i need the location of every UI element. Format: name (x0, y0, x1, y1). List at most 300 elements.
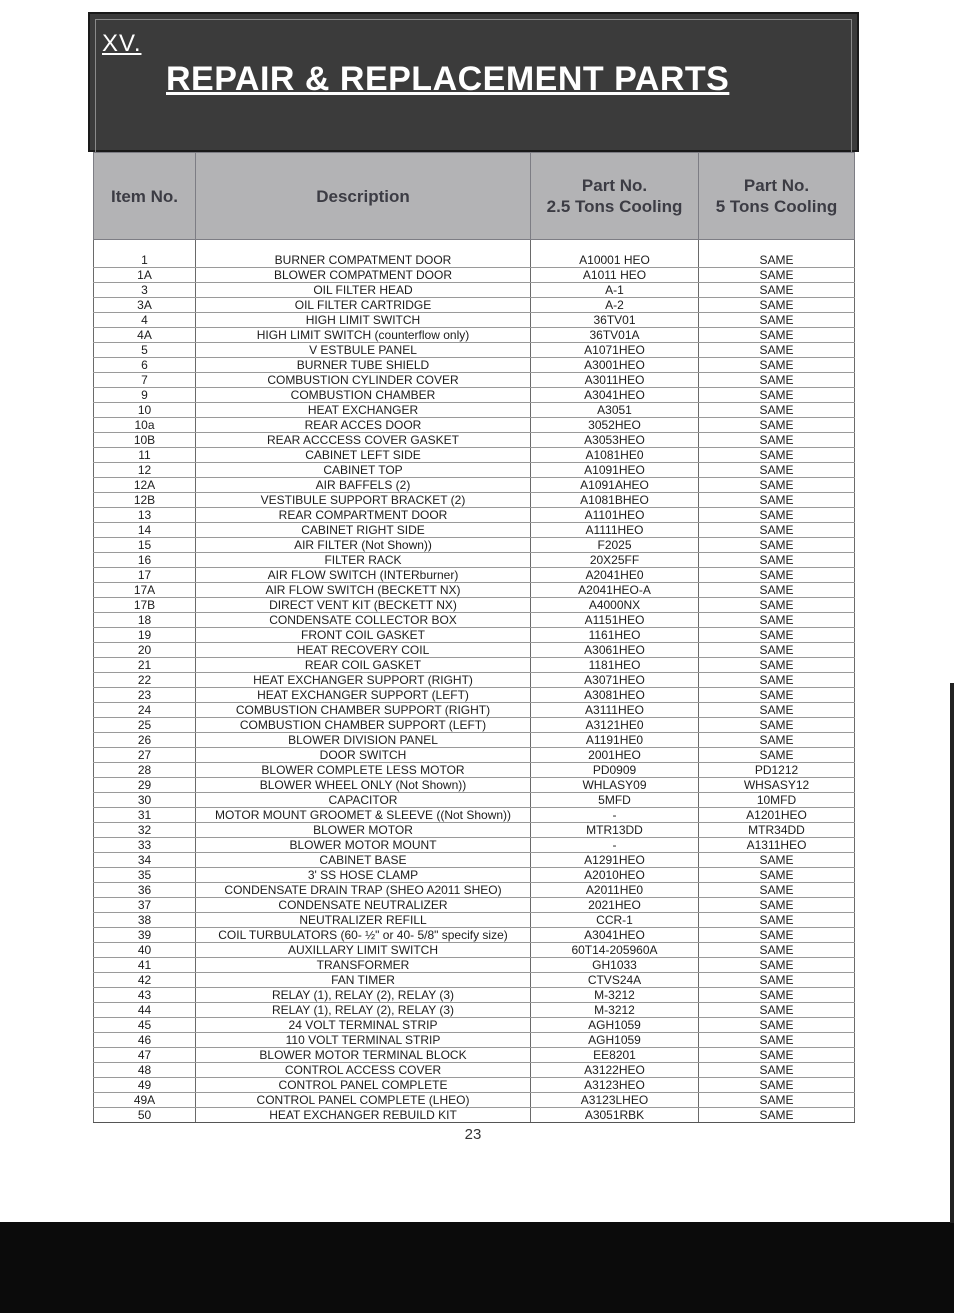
cell-item-no: 12A (94, 478, 196, 493)
cell-part-5-tons: SAME (699, 1033, 855, 1048)
table-row (94, 583, 855, 598)
cell-description: OIL FILTER CARTRIDGE (196, 298, 531, 313)
cell-item-no: 35 (94, 868, 196, 883)
cell-description: COMBUSTION CHAMBER (196, 388, 531, 403)
cell-part-2-5-tons: A3122HEO (531, 1063, 699, 1078)
table-row (94, 448, 855, 463)
cell-part-2-5-tons: - (531, 838, 699, 853)
cell-item-no: 37 (94, 898, 196, 913)
table-row (94, 913, 855, 928)
cell-part-5-tons: SAME (699, 373, 855, 388)
cell-description: REAR ACCES DOOR (196, 418, 531, 433)
cell-item-no: 32 (94, 823, 196, 838)
cell-part-5-tons: 10MFD (699, 793, 855, 808)
cell-item-no: 22 (94, 673, 196, 688)
cell-item-no: 18 (94, 613, 196, 628)
cell-item-no: 25 (94, 718, 196, 733)
cell-item-no: 33 (94, 838, 196, 853)
cell-part-5-tons: SAME (699, 673, 855, 688)
table-row (94, 463, 855, 478)
table-row (94, 403, 855, 418)
cell-description: HEAT EXCHANGER (196, 403, 531, 418)
table-row (94, 343, 855, 358)
table-row (94, 373, 855, 388)
cell-part-2-5-tons: A1291HEO (531, 853, 699, 868)
table-row (94, 733, 855, 748)
cell-item-no: 20 (94, 643, 196, 658)
cell-description: CABINET LEFT SIDE (196, 448, 531, 463)
column-header-description: Description (196, 153, 531, 240)
cell-part-5-tons: PD1212 (699, 763, 855, 778)
cell-description: BLOWER COMPLETE LESS MOTOR (196, 763, 531, 778)
scan-bottom-edge (0, 1222, 954, 1313)
cell-description: CABINET RIGHT SIDE (196, 523, 531, 538)
cell-part-2-5-tons: 2001HEO (531, 748, 699, 763)
cell-item-no: 5 (94, 343, 196, 358)
cell-description: CAPACITOR (196, 793, 531, 808)
cell-item-no: 45 (94, 1018, 196, 1033)
cell-description: CONDENSATE NEUTRALIZER (196, 898, 531, 913)
table-row (94, 418, 855, 433)
cell-part-5-tons: SAME (699, 613, 855, 628)
cell-part-5-tons: SAME (699, 658, 855, 673)
parts-table-body (94, 240, 855, 1123)
cell-description: V ESTBULE PANEL (196, 343, 531, 358)
cell-part-2-5-tons: AGH1059 (531, 1033, 699, 1048)
cell-part-5-tons: SAME (699, 283, 855, 298)
column-header-part-2-5-tons: Part No. 2.5 Tons Cooling (531, 153, 699, 240)
column-header-part-5-tons: Part No. 5 Tons Cooling (699, 153, 855, 240)
table-row (94, 388, 855, 403)
cell-part-5-tons: SAME (699, 433, 855, 448)
cell-part-5-tons: SAME (699, 388, 855, 403)
cell-part-5-tons: SAME (699, 538, 855, 553)
cell-part-5-tons: WHSASY12 (699, 778, 855, 793)
cell-part-5-tons: MTR34DD (699, 823, 855, 838)
cell-part-5-tons: SAME (699, 688, 855, 703)
cell-part-5-tons: SAME (699, 913, 855, 928)
cell-item-no: 29 (94, 778, 196, 793)
cell-part-2-5-tons: WHLASY09 (531, 778, 699, 793)
table-row (94, 538, 855, 553)
cell-description: COMBUSTION CHAMBER SUPPORT (LEFT) (196, 718, 531, 733)
table-row (94, 523, 855, 538)
cell-item-no: 10a (94, 418, 196, 433)
cell-part-5-tons: SAME (699, 343, 855, 358)
cell-description: CONDENSATE DRAIN TRAP (SHEO A2011 SHEO) (196, 883, 531, 898)
cell-item-no: 13 (94, 508, 196, 523)
cell-part-5-tons: SAME (699, 643, 855, 658)
table-row (94, 643, 855, 658)
cell-part-5-tons: A1201HEO (699, 808, 855, 823)
cell-part-2-5-tons: MTR13DD (531, 823, 699, 838)
table-row (94, 808, 855, 823)
cell-description: 110 VOLT TERMINAL STRIP (196, 1033, 531, 1048)
cell-part-5-tons: SAME (699, 1078, 855, 1093)
table-row (94, 283, 855, 298)
cell-description: REAR COMPARTMENT DOOR (196, 508, 531, 523)
cell-part-2-5-tons: A3121HE0 (531, 718, 699, 733)
cell-part-2-5-tons: A-1 (531, 283, 699, 298)
cell-item-no: 27 (94, 748, 196, 763)
cell-part-5-tons: SAME (699, 883, 855, 898)
cell-item-no: 3 (94, 283, 196, 298)
cell-part-2-5-tons: A1091HEO (531, 463, 699, 478)
cell-part-2-5-tons: 20X25FF (531, 553, 699, 568)
table-row (94, 763, 855, 778)
cell-item-no: 24 (94, 703, 196, 718)
table-row (94, 958, 855, 973)
table-row (94, 1018, 855, 1033)
cell-part-5-tons: SAME (699, 868, 855, 883)
table-row (94, 748, 855, 763)
cell-item-no: 4A (94, 328, 196, 343)
cell-part-2-5-tons: A1081BHEO (531, 493, 699, 508)
cell-part-2-5-tons: A3051 (531, 403, 699, 418)
cell-part-5-tons: SAME (699, 898, 855, 913)
cell-part-5-tons: SAME (699, 448, 855, 463)
cell-description: COMBUSTION CHAMBER SUPPORT (RIGHT) (196, 703, 531, 718)
table-row (94, 493, 855, 508)
cell-part-5-tons: SAME (699, 418, 855, 433)
cell-description: HEAT RECOVERY COIL (196, 643, 531, 658)
cell-part-5-tons: A1311HEO (699, 838, 855, 853)
table-row (94, 298, 855, 313)
cell-part-2-5-tons: A1071HEO (531, 343, 699, 358)
cell-part-5-tons: SAME (699, 328, 855, 343)
cell-description: BURNER TUBE SHIELD (196, 358, 531, 373)
cell-part-5-tons: SAME (699, 1048, 855, 1063)
cell-part-2-5-tons: 3052HEO (531, 418, 699, 433)
table-row (94, 553, 855, 568)
cell-part-2-5-tons: A2041HEO-A (531, 583, 699, 598)
cell-part-2-5-tons: GH1033 (531, 958, 699, 973)
cell-description: RELAY (1), RELAY (2), RELAY (3) (196, 988, 531, 1003)
table-row (94, 628, 855, 643)
cell-part-2-5-tons: A2010HEO (531, 868, 699, 883)
table-row (94, 268, 855, 283)
cell-description: REAR COIL GASKET (196, 658, 531, 673)
table-header-row (94, 153, 855, 240)
cell-description: BURNER COMPATMENT DOOR (196, 253, 531, 268)
cell-part-2-5-tons: A2041HE0 (531, 568, 699, 583)
cell-item-no: 39 (94, 928, 196, 943)
cell-description: FAN TIMER (196, 973, 531, 988)
cell-item-no: 10B (94, 433, 196, 448)
cell-part-2-5-tons: A3123LHEO (531, 1093, 699, 1108)
table-spacer-row (94, 240, 855, 254)
cell-description: AIR BAFFELS (2) (196, 478, 531, 493)
cell-description: MOTOR MOUNT GROOMET & SLEEVE ((Not Shown)) (196, 808, 531, 823)
cell-description: HEAT EXCHANGER REBUILD KIT (196, 1108, 531, 1123)
cell-part-5-tons: SAME (699, 988, 855, 1003)
cell-part-5-tons: SAME (699, 313, 855, 328)
cell-part-5-tons: SAME (699, 403, 855, 418)
cell-item-no: 16 (94, 553, 196, 568)
cell-part-5-tons: SAME (699, 463, 855, 478)
cell-item-no: 17B (94, 598, 196, 613)
cell-part-2-5-tons: A3053HEO (531, 433, 699, 448)
cell-part-5-tons: SAME (699, 928, 855, 943)
cell-part-2-5-tons: AGH1059 (531, 1018, 699, 1033)
cell-item-no: 34 (94, 853, 196, 868)
cell-description: CONTROL PANEL COMPLETE (196, 1078, 531, 1093)
cell-description: FILTER RACK (196, 553, 531, 568)
cell-part-2-5-tons: A3001HEO (531, 358, 699, 373)
cell-item-no: 42 (94, 973, 196, 988)
cell-description: CABINET BASE (196, 853, 531, 868)
cell-part-2-5-tons: A1191HE0 (531, 733, 699, 748)
cell-description: BLOWER MOTOR (196, 823, 531, 838)
cell-part-2-5-tons: A10001 HEO (531, 253, 699, 268)
cell-description: BLOWER WHEEL ONLY (Not Shown)) (196, 778, 531, 793)
cell-item-no: 31 (94, 808, 196, 823)
table-row (94, 928, 855, 943)
cell-item-no: 41 (94, 958, 196, 973)
table-row (94, 853, 855, 868)
cell-part-2-5-tons: A3011HEO (531, 373, 699, 388)
cell-item-no: 3A (94, 298, 196, 313)
table-row (94, 778, 855, 793)
table-row (94, 883, 855, 898)
cell-item-no: 43 (94, 988, 196, 1003)
cell-description: DOOR SWITCH (196, 748, 531, 763)
cell-part-2-5-tons: A1011 HEO (531, 268, 699, 283)
cell-description: HIGH LIMIT SWITCH (196, 313, 531, 328)
scan-right-edge (950, 683, 954, 1223)
cell-part-2-5-tons: A3041HEO (531, 388, 699, 403)
cell-part-5-tons: SAME (699, 1063, 855, 1078)
column-header-item-no: Item No. (94, 153, 196, 240)
table-row (94, 1093, 855, 1108)
cell-item-no: 38 (94, 913, 196, 928)
table-row (94, 313, 855, 328)
cell-part-2-5-tons: A2011HE0 (531, 883, 699, 898)
cell-item-no: 4 (94, 313, 196, 328)
cell-item-no: 46 (94, 1033, 196, 1048)
table-row (94, 508, 855, 523)
cell-item-no: 15 (94, 538, 196, 553)
cell-part-5-tons: SAME (699, 973, 855, 988)
cell-part-2-5-tons: A3061HEO (531, 643, 699, 658)
cell-part-5-tons: SAME (699, 508, 855, 523)
cell-description: 3' SS HOSE CLAMP (196, 868, 531, 883)
cell-description: BLOWER COMPATMENT DOOR (196, 268, 531, 283)
cell-part-5-tons: SAME (699, 703, 855, 718)
table-row (94, 703, 855, 718)
cell-item-no: 40 (94, 943, 196, 958)
table-row (94, 478, 855, 493)
cell-part-5-tons: SAME (699, 958, 855, 973)
table-row (94, 1003, 855, 1018)
cell-part-2-5-tons: M-3212 (531, 1003, 699, 1018)
page-title: REPAIR & REPLACEMENT PARTS (166, 60, 730, 98)
cell-part-2-5-tons: A3111HEO (531, 703, 699, 718)
cell-part-5-tons: SAME (699, 478, 855, 493)
table-row (94, 718, 855, 733)
cell-part-2-5-tons: 60T14-205960A (531, 943, 699, 958)
cell-part-2-5-tons: 36TV01A (531, 328, 699, 343)
cell-description: AUXILLARY LIMIT SWITCH (196, 943, 531, 958)
table-row (94, 838, 855, 853)
cell-item-no: 7 (94, 373, 196, 388)
cell-part-2-5-tons: 5MFD (531, 793, 699, 808)
section-number: XV. (102, 30, 142, 57)
cell-part-5-tons: SAME (699, 1093, 855, 1108)
cell-item-no: 49A (94, 1093, 196, 1108)
cell-description: CONDENSATE COLLECTOR BOX (196, 613, 531, 628)
cell-item-no: 9 (94, 388, 196, 403)
cell-item-no: 26 (94, 733, 196, 748)
cell-description: COMBUSTION CYLINDER COVER (196, 373, 531, 388)
cell-description: REAR ACCCESS COVER GASKET (196, 433, 531, 448)
cell-description: BLOWER MOTOR MOUNT (196, 838, 531, 853)
table-row (94, 253, 855, 268)
cell-item-no: 12B (94, 493, 196, 508)
cell-part-2-5-tons: A1151HEO (531, 613, 699, 628)
cell-description: HEAT EXCHANGER SUPPORT (RIGHT) (196, 673, 531, 688)
cell-part-2-5-tons: A1081HE0 (531, 448, 699, 463)
parts-table (93, 152, 855, 1123)
cell-part-5-tons: SAME (699, 298, 855, 313)
cell-part-5-tons: SAME (699, 1003, 855, 1018)
cell-description: FRONT COIL GASKET (196, 628, 531, 643)
cell-part-5-tons: SAME (699, 718, 855, 733)
cell-part-5-tons: SAME (699, 358, 855, 373)
cell-item-no: 49 (94, 1078, 196, 1093)
cell-description: AIR FLOW SWITCH (BECKETT NX) (196, 583, 531, 598)
cell-part-2-5-tons: CTVS24A (531, 973, 699, 988)
cell-part-2-5-tons: A4000NX (531, 598, 699, 613)
cell-item-no: 19 (94, 628, 196, 643)
cell-part-5-tons: SAME (699, 1018, 855, 1033)
table-row (94, 673, 855, 688)
cell-item-no: 1 (94, 253, 196, 268)
cell-part-5-tons: SAME (699, 598, 855, 613)
table-row (94, 943, 855, 958)
table-row (94, 898, 855, 913)
cell-part-2-5-tons: M-3212 (531, 988, 699, 1003)
cell-item-no: 1A (94, 268, 196, 283)
table-row (94, 358, 855, 373)
cell-description: RELAY (1), RELAY (2), RELAY (3) (196, 1003, 531, 1018)
cell-item-no: 6 (94, 358, 196, 373)
cell-part-5-tons: SAME (699, 853, 855, 868)
cell-part-5-tons: SAME (699, 553, 855, 568)
cell-description: BLOWER DIVISION PANEL (196, 733, 531, 748)
cell-description: 24 VOLT TERMINAL STRIP (196, 1018, 531, 1033)
cell-description: HEAT EXCHANGER SUPPORT (LEFT) (196, 688, 531, 703)
cell-part-5-tons: SAME (699, 253, 855, 268)
table-row (94, 568, 855, 583)
cell-part-2-5-tons: A1101HEO (531, 508, 699, 523)
cell-part-5-tons: SAME (699, 583, 855, 598)
cell-part-5-tons: SAME (699, 568, 855, 583)
cell-item-no: 11 (94, 448, 196, 463)
cell-description: COIL TURBULATORS (60- ½" or 40- 5/8" specify size) (196, 928, 531, 943)
cell-part-2-5-tons: A3071HEO (531, 673, 699, 688)
table-row (94, 973, 855, 988)
cell-item-no: 10 (94, 403, 196, 418)
cell-item-no: 44 (94, 1003, 196, 1018)
cell-description: VESTIBULE SUPPORT BRACKET (2) (196, 493, 531, 508)
cell-part-2-5-tons: A3041HEO (531, 928, 699, 943)
cell-description: TRANSFORMER (196, 958, 531, 973)
cell-part-2-5-tons: EE8201 (531, 1048, 699, 1063)
cell-part-2-5-tons: 36TV01 (531, 313, 699, 328)
table-row (94, 1078, 855, 1093)
cell-description: DIRECT VENT KIT (BECKETT NX) (196, 598, 531, 613)
cell-item-no: 47 (94, 1048, 196, 1063)
table-row (94, 613, 855, 628)
cell-part-5-tons: SAME (699, 1108, 855, 1123)
cell-part-2-5-tons: CCR-1 (531, 913, 699, 928)
cell-item-no: 17A (94, 583, 196, 598)
table-row (94, 793, 855, 808)
cell-item-no: 30 (94, 793, 196, 808)
cell-part-2-5-tons: A3081HEO (531, 688, 699, 703)
table-row (94, 823, 855, 838)
cell-description: HIGH LIMIT SWITCH (counterflow only) (196, 328, 531, 343)
cell-part-5-tons: SAME (699, 748, 855, 763)
table-row (94, 1033, 855, 1048)
cell-part-2-5-tons: F2025 (531, 538, 699, 553)
cell-description: CONTROL ACCESS COVER (196, 1063, 531, 1078)
cell-part-2-5-tons: A3123HEO (531, 1078, 699, 1093)
cell-item-no: 12 (94, 463, 196, 478)
cell-part-2-5-tons: A1091AHEO (531, 478, 699, 493)
table-row (94, 658, 855, 673)
cell-description: CABINET TOP (196, 463, 531, 478)
cell-part-5-tons: SAME (699, 943, 855, 958)
table-row (94, 433, 855, 448)
cell-description: OIL FILTER HEAD (196, 283, 531, 298)
cell-description: AIR FLOW SWITCH (INTERburner) (196, 568, 531, 583)
cell-item-no: 23 (94, 688, 196, 703)
cell-description: CONTROL PANEL COMPLETE (LHEO) (196, 1093, 531, 1108)
cell-part-2-5-tons: 2021HEO (531, 898, 699, 913)
cell-part-2-5-tons: 1181HEO (531, 658, 699, 673)
cell-part-5-tons: SAME (699, 493, 855, 508)
cell-part-2-5-tons: A3051RBK (531, 1108, 699, 1123)
table-row (94, 868, 855, 883)
cell-part-2-5-tons: A-2 (531, 298, 699, 313)
cell-part-5-tons: SAME (699, 268, 855, 283)
cell-part-2-5-tons: - (531, 808, 699, 823)
cell-item-no: 14 (94, 523, 196, 538)
cell-part-2-5-tons: 1161HEO (531, 628, 699, 643)
cell-item-no: 28 (94, 763, 196, 778)
cell-part-5-tons: SAME (699, 733, 855, 748)
page-number: 23 (464, 1126, 482, 1143)
cell-part-2-5-tons: A1111HEO (531, 523, 699, 538)
cell-part-5-tons: SAME (699, 628, 855, 643)
cell-part-2-5-tons: PD0909 (531, 763, 699, 778)
cell-item-no: 17 (94, 568, 196, 583)
cell-item-no: 36 (94, 883, 196, 898)
cell-part-5-tons: SAME (699, 523, 855, 538)
cell-item-no: 50 (94, 1108, 196, 1123)
table-row (94, 1108, 855, 1123)
cell-item-no: 21 (94, 658, 196, 673)
table-row (94, 1048, 855, 1063)
cell-description: BLOWER MOTOR TERMINAL BLOCK (196, 1048, 531, 1063)
table-row (94, 1063, 855, 1078)
cell-description: NEUTRALIZER REFILL (196, 913, 531, 928)
table-row (94, 328, 855, 343)
cell-description: AIR FILTER (Not Shown)) (196, 538, 531, 553)
table-row (94, 688, 855, 703)
